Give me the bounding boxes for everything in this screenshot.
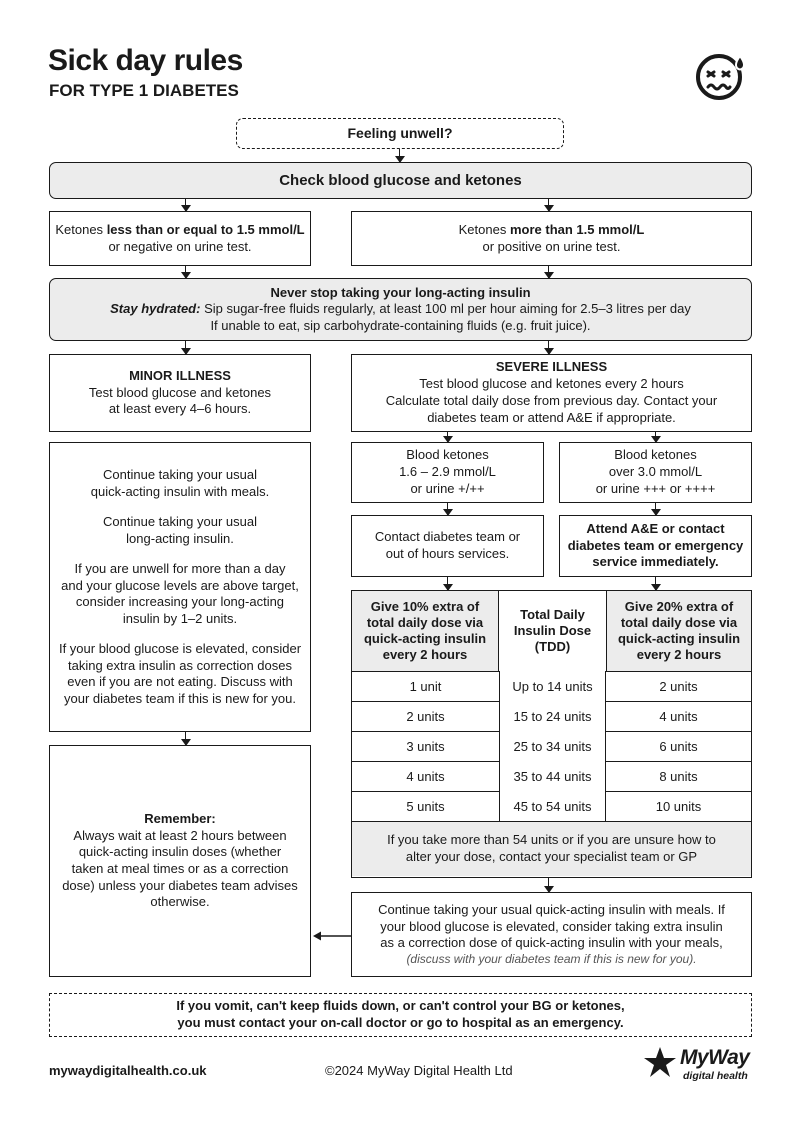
arrow [447,503,448,515]
attend-ae-line1: Attend A&E or contact [586,520,725,536]
ketones-low-threshold: less than or equal to 1.5 mmol/L [106,221,305,237]
left-arrow [312,930,351,942]
emergency-line1: If you vomit, can't keep fluids down, or can't control your BG or ketones, [176,998,625,1014]
table-row: 15 to 24 units [513,708,592,724]
remember-title: Remember: [144,811,216,827]
remember-line1: Always wait at least 2 hours between [73,827,287,843]
table-header-10-percent: Give 10% extra of total daily dose via quick-acting insulin every 2 hours [352,591,499,671]
page-subtitle: FOR TYPE 1 DIABETES [49,81,239,100]
attend-ae-line3: service immediately. [592,554,719,570]
ketones-low-prefix: Ketones [55,221,107,237]
hydration-box [49,278,752,341]
table-row: 8 units [659,768,698,784]
advice-correction: If your blood glucose is elevated, consider taking extra insulin as correction doses even if you are not eating. Discuss with your diabetes team if this is new for you. [58,641,302,706]
minor-advice-box [49,442,311,732]
table-note-line1: If you take more than 54 units or if you are unsure how to [387,832,716,848]
ketones-very-high-line3: or urine +++ or ++++ [595,480,716,496]
remember-line5: otherwise. [150,894,210,910]
arrow [548,199,549,211]
advice-quick-acting: Continue taking your usual quick-acting insulin with meals. [90,467,270,499]
table-row: 35 to 44 units [513,768,592,784]
table-row: 10 units [655,798,702,814]
ketones-moderate-line2: 1.6 – 2.9 mmol/L [399,464,496,480]
emergency-box [49,993,752,1037]
severe-illness-line2: Calculate total daily dose from previous day. Contact your [385,393,718,408]
hydration-label: Stay hydrated: [110,301,201,317]
arrow [185,199,186,211]
ketones-very-high-box [559,442,752,503]
emergency-line2: you must contact your on-call doctor or go to hospital as an emergency. [177,1015,624,1030]
attend-ae-box [559,515,752,577]
ketones-low-note: or negative on urine test. [108,238,252,254]
contact-team-line2: out of hours services. [385,546,510,561]
arrow [655,577,656,590]
ketones-low-box [49,211,311,266]
advice-increase-dose: If you are unwell for more than a day and your glucose levels are above target, consider increasing your long-acting insulin by 1–2 units. [61,561,299,626]
table-note-line2: alter your dose, contact your specialist team or GP [405,849,698,864]
remember-box [49,745,311,977]
table-row: 4 units [406,768,445,784]
ketones-very-high-line2: over 3.0 mmol/L [608,464,703,480]
continue-line2: your blood glucose is elevated, consider taking extra insulin [380,918,723,934]
table-row: 3 units [406,738,445,754]
arrow [185,732,186,745]
severe-illness-box [351,354,752,432]
dose-table [351,590,752,878]
ketones-high-box [351,211,752,266]
table-row: 25 to 34 units [513,738,592,754]
star-icon [643,1046,677,1080]
sick-face-icon [694,50,748,102]
table-note [352,821,751,876]
arrow [548,878,549,892]
ketones-moderate-line3: or urine +/++ [410,480,485,496]
arrow [548,266,549,278]
severe-illness-line1: Test blood glucose and ketones every 2 hours [419,376,684,392]
start-box [236,118,564,149]
website-link[interactable]: mywaydigitalhealth.co.uk [49,1063,207,1078]
arrow [185,341,186,354]
remember-line3: taken at meal times or as a correction [71,861,289,876]
copyright: ©2024 MyWay Digital Health Ltd [325,1063,513,1078]
advice-long-acting: Continue taking your usual long-acting insulin. [103,514,257,546]
arrow [655,503,656,515]
logo-sub: digital health [683,1070,748,1082]
arrow [447,577,448,590]
continue-line3: as a correction dose of quick-acting insulin with your meals, [380,935,723,951]
table-row: 2 units [406,708,445,724]
severe-illness-title: SEVERE ILLNESS [495,359,608,375]
remember-line4: dose) unless your diabetes team advises [62,877,298,893]
ketones-high-threshold: more than 1.5 mmol/L [509,221,645,237]
ketones-very-high-line1: Blood ketones [614,447,697,463]
hydration-title: Never stop taking your long-acting insulin [270,284,531,300]
table-row: 45 to 54 units [513,798,592,814]
contact-team-line1: Contact diabetes team or [374,529,521,545]
logo-main: MyWay [680,1046,750,1069]
table-row: Up to 14 units [512,678,593,694]
minor-illness-line1: Test blood glucose and ketones [88,384,272,400]
continue-box [351,892,752,977]
check-box [49,162,752,199]
arrow [447,432,448,442]
hydration-line2: If unable to eat, sip carbohydrate-containing fluids (e.g. fruit juice). [210,317,591,333]
severe-illness-line3: diabetes team or attend A&E if appropriate. [427,409,676,425]
arrow [399,149,400,162]
ketones-high-prefix: Ketones [458,221,510,237]
table-row: 4 units [659,708,698,724]
table-row: 5 units [406,798,445,814]
ketones-moderate-line1: Blood ketones [406,447,489,463]
continue-line1: Continue taking your usual quick-acting insulin with meals. If [378,901,725,917]
arrow [185,266,186,278]
arrow [548,341,549,354]
minor-illness-line2: at least every 4–6 hours. [108,401,252,417]
table-header-tdd: Total Daily Insulin Dose (TDD) [513,606,592,655]
page-title: Sick day rules [48,44,243,77]
table-header-20-percent: Give 20% extra of total daily dose via quick-acting insulin every 2 hours [606,591,751,671]
ketones-high-note: or positive on urine test. [482,238,621,254]
hydration-line1: Sip sugar-free fluids regularly, at least 100 ml per hour aiming for 2.5–3 litres per day [200,301,691,317]
minor-illness-box [49,354,311,432]
ketones-moderate-box [351,442,544,503]
table-row: 2 units [659,678,698,694]
table-row: 1 unit [409,678,442,694]
remember-line2: quick-acting insulin doses (whether [78,844,282,860]
minor-illness-title: MINOR ILLNESS [129,367,231,383]
contact-team-box [351,515,544,577]
check-label: Check blood glucose and ketones [279,171,522,189]
start-label: Feeling unwell? [347,125,453,142]
table-row: 6 units [659,738,698,754]
attend-ae-line2: diabetes team or emergency [567,537,744,553]
continue-line4: (discuss with your diabetes team if this is new for you). [406,951,697,966]
arrow [655,432,656,442]
